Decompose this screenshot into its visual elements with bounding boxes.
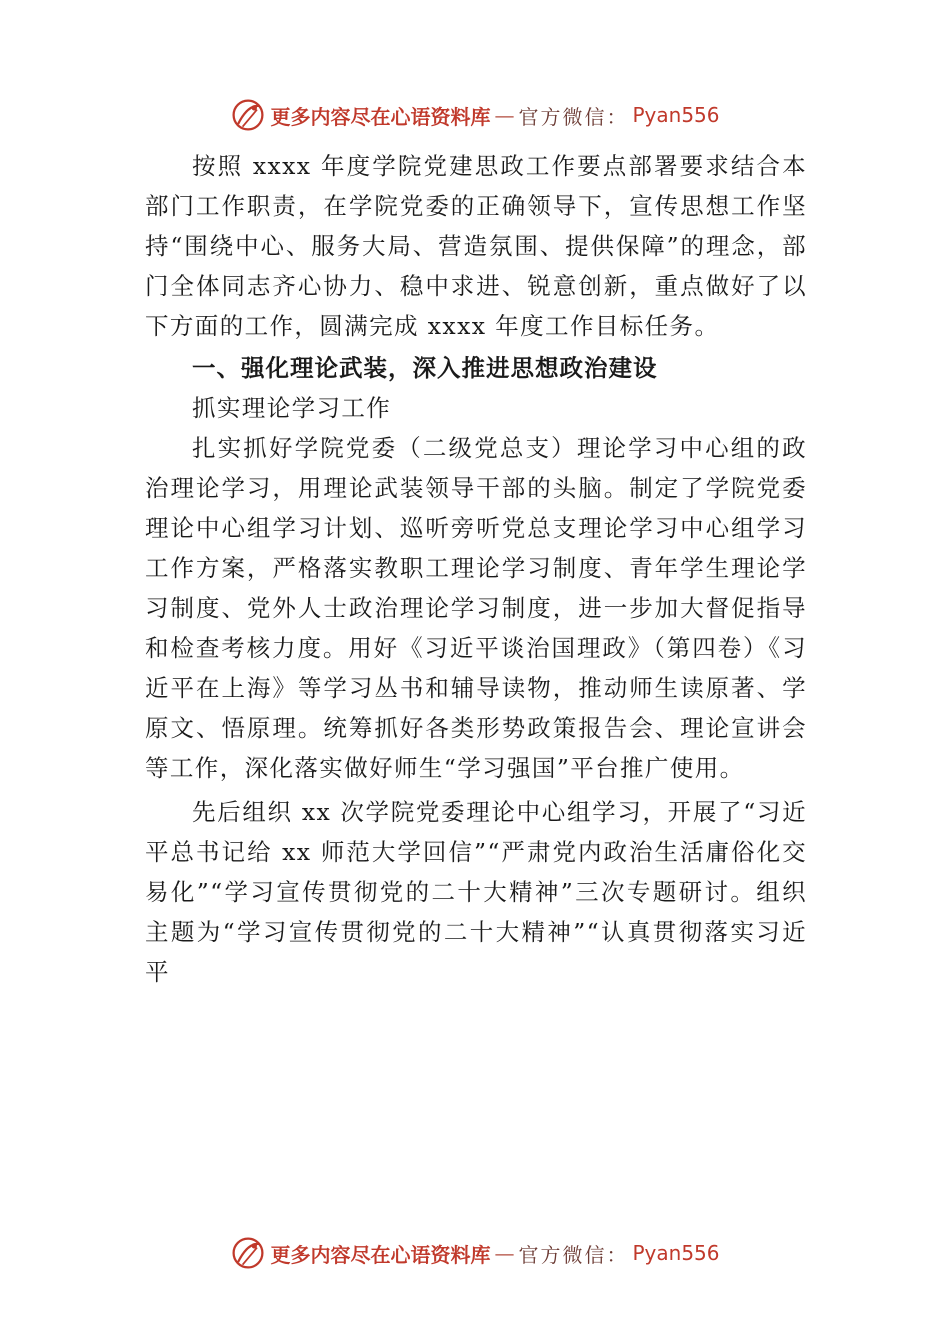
watermark-dash: —: [494, 1241, 515, 1265]
watermark-header: [0, 95, 950, 135]
body-paragraph-2: 扎实抓好学院党委（二级党总支）理论学习中心组的政治理论学习，用理论武装领导干部的头脑。制定了学院党委理论中心组学习计划、巡听旁听党总支理论学习中心组学习工作方案，严格落实教职工理论学习制度、青年学生理论学习制度、党外人士政治理论学习制度，进一步加大督促指导和检查考核力度。用好《习近平谈治国理政》（第四卷）《习近平在上海》等学习丛书和辅导读物，推动师生读原著、学原文、悟原理。统筹抓好各类形势政策报告会、理论宣讲会等工作，深化落实做好师生“学习强国”平台推广使用。: [145, 434, 807, 782]
watermark-wechat-id: Pyan556: [632, 103, 720, 127]
watermark-dash: —: [494, 103, 515, 127]
body-paragraph-3: 先后组织 xx 次学院党委理论中心组学习，开展了“习近平总书记给 xx 师范大学回信”“严肃党内政治生活庸俗化交易化”“学习宣传贯彻党的二十大精神”三次专题研讨。组织主题为“学习宣传贯彻党的二十大精神”“认真贯彻落实习近平: [145, 798, 807, 986]
brand-logo-icon: [230, 1235, 266, 1271]
brand-logo-icon: [230, 97, 266, 133]
watermark-footer: [0, 1233, 950, 1273]
intro-paragraph: 按照 xxxx 年度学院党建思政工作要点部署要求结合本部门工作职责，在学院党委的正确领导下，宣传思想工作坚持“围绕中心、服务大局、营造氛围、提供保障”的理念，部门全体同志齐心协力、稳中求进、锐意创新，重点做好了以下方面的工作，圆满完成 xxxx 年度工作目标任务。: [145, 152, 807, 340]
document-body: [145, 146, 807, 992]
watermark-brand-text: 更多内容尽在心语资料库: [270, 104, 491, 129]
watermark-wechat-id: Pyan556: [632, 1241, 720, 1265]
subheading: 抓实理论学习工作: [192, 394, 392, 422]
section-heading: 一、强化理论武装，深入推进思想政治建设: [192, 354, 658, 382]
watermark-label: 官方微信：: [518, 104, 629, 129]
watermark-label: 官方微信：: [518, 1242, 629, 1267]
watermark-brand-text: 更多内容尽在心语资料库: [270, 1242, 491, 1267]
